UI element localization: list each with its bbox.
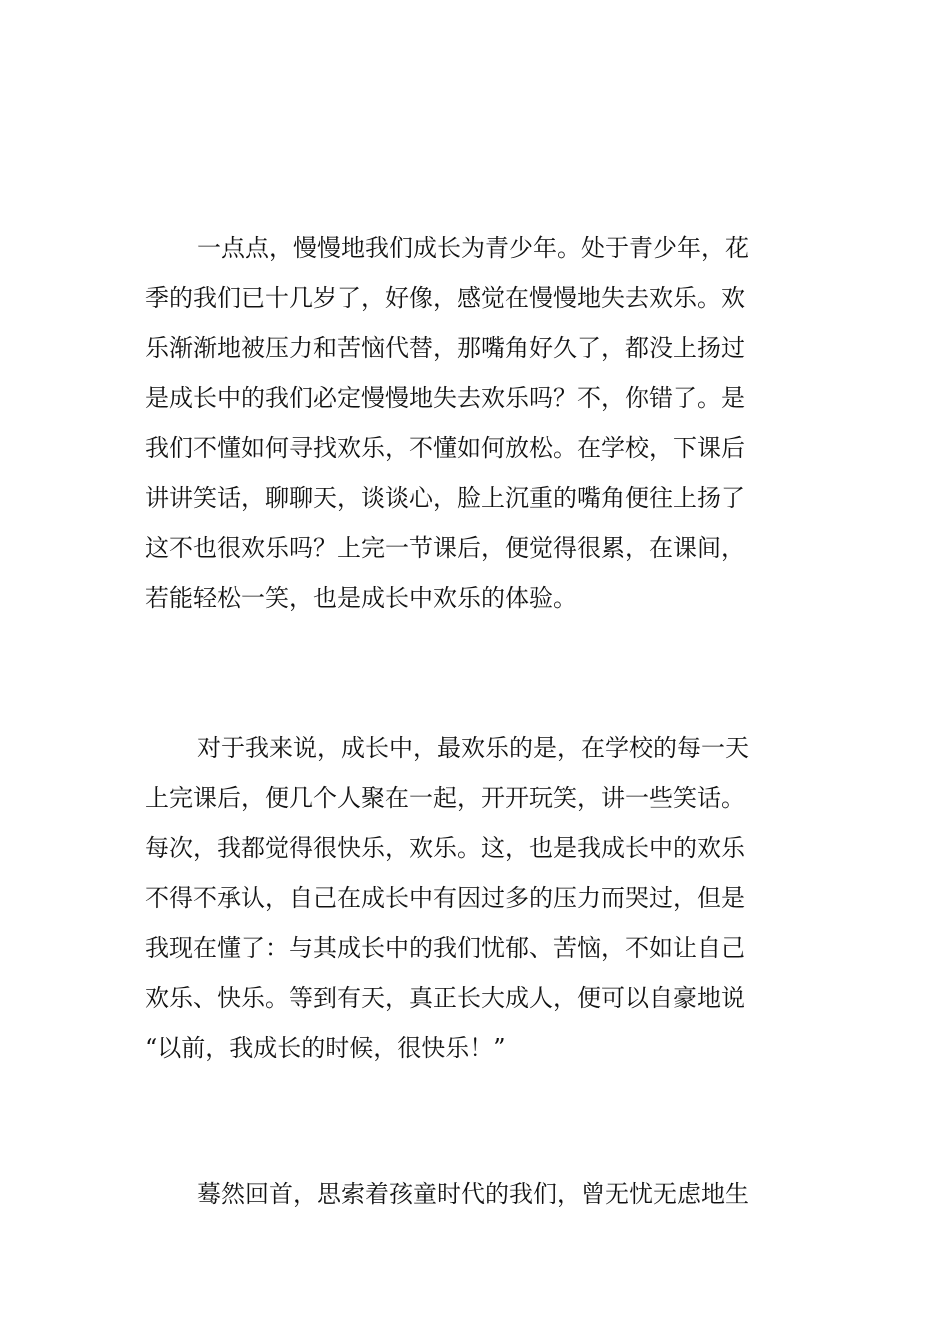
text-line: 上完课后，便几个人聚在一起，开开玩笑，讲一些笑话。: [145, 784, 745, 812]
text-line: 若能轻松一笑，也是成长中欢乐的体验。: [145, 584, 577, 612]
paragraph-3: [145, 1169, 805, 1219]
text-line: 这不也很欢乐吗？上完一节课后，便觉得很累，在课间，: [145, 534, 745, 562]
text-line: 一点点，慢慢地我们成长为青少年。处于青少年，花: [197, 234, 749, 262]
text-line: 我们不懂如何寻找欢乐，不懂如何放松。在学校，下课后: [145, 434, 745, 462]
text-line: 季的我们已十几岁了，好像，感觉在慢慢地失去欢乐。欢: [145, 284, 745, 312]
text-line: 乐渐渐地被压力和苦恼代替，那嘴角好久了，都没上扬过: [145, 334, 745, 362]
text-line: 讲讲笑话，聊聊天，谈谈心，脸上沉重的嘴角便往上扬了: [145, 484, 745, 512]
paragraph-1: [145, 223, 805, 623]
text-line: 是成长中的我们必定慢慢地失去欢乐吗？不，你错了。是: [145, 384, 745, 412]
paragraph-2: [145, 723, 805, 1073]
text-line: 不得不承认，自己在成长中有因过多的压力而哭过，但是: [145, 884, 745, 912]
text-line: 每次，我都觉得很快乐，欢乐。这，也是我成长中的欢乐: [145, 834, 745, 862]
text-line: 我现在懂了：与其成长中的我们忧郁、苦恼，不如让自己: [145, 934, 745, 962]
text-line: “以前，我成长的时候，很快乐！”: [145, 1034, 506, 1062]
text-line: 蓦然回首，思索着孩童时代的我们，曾无忧无虑地生: [197, 1180, 749, 1208]
text-line: 对于我来说，成长中，最欢乐的是，在学校的每一天: [197, 734, 749, 762]
text-line: 欢乐、快乐。等到有天，真正长大成人，便可以自豪地说: [145, 984, 745, 1012]
